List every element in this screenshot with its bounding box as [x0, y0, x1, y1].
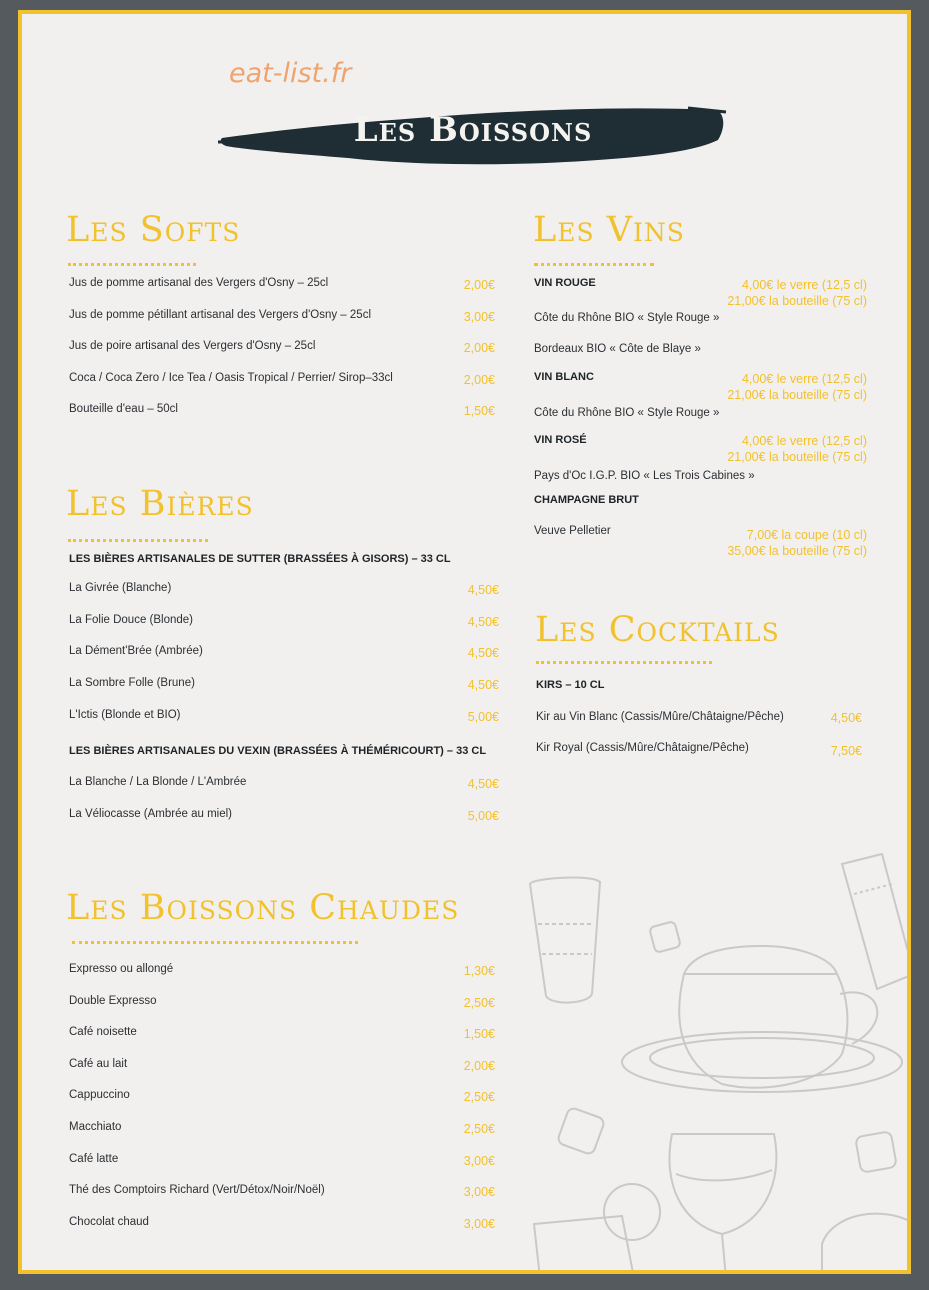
chaudes-item-name: Chocolat chaud: [69, 1215, 149, 1228]
vin-blanc-bottle-price: 21,00€ la bouteille (75 cl): [727, 388, 867, 402]
softs-item-price: 2,00€: [463, 372, 495, 387]
chaudes-item-name: Macchiato: [69, 1121, 122, 1133]
chaudes-item-name: Double Expresso: [69, 994, 157, 1007]
champagne-glass-price: 7,00€ la coupe (10 cl): [746, 528, 867, 542]
bieres-item-price: 4,50€: [467, 678, 499, 693]
chaudes-item-price: 2,00€: [463, 1058, 495, 1073]
chaudes-divider: [72, 938, 358, 944]
cocktails-title: Les Cocktails: [535, 610, 780, 650]
bieres-item-price: 4,50€: [467, 583, 499, 597]
bieres-item-price: 4,50€: [467, 777, 499, 791]
bieres-item-price: 4,50€: [467, 646, 499, 661]
champagne-label: CHAMPAGNE BRUT: [534, 494, 639, 506]
chaudes-item-name: Café noisette: [69, 1026, 137, 1039]
chaudes-item-name: Thé des Comptoirs Richard (Vert/Détox/Noir/Noël): [69, 1184, 325, 1197]
vin-rouge-item: Bordeaux BIO « Côte de Blaye »: [534, 343, 701, 355]
bieres-item-price: 5,00€: [467, 709, 499, 724]
watermark-text: eat-list.fr: [229, 58, 352, 89]
kirs-heading: KIRS – 10 CL: [536, 679, 605, 691]
chaudes-item-price: 2,50€: [463, 1090, 495, 1105]
cocktail-item: Kir au Vin Blanc (Cassis/Mûre/Châtaigne/Pêche): [536, 711, 784, 723]
chaudes-item-price: 1,50€: [463, 1027, 495, 1042]
softs-item-price: 2,00€: [463, 341, 495, 356]
champagne-bottle-price: 35,00€ la bouteille (75 cl): [727, 544, 867, 558]
chaudes-title: Les Boissons Chaudes: [66, 888, 460, 928]
vin-rose-item: Pays d'Oc I.G.P. BIO « Les Trois Cabines »: [534, 470, 755, 482]
champagne-item: Veuve Pelletier: [534, 525, 611, 537]
chaudes-item-price: 2,50€: [463, 1122, 495, 1136]
softs-item-name: Bouteille d'eau – 50cl: [69, 403, 178, 416]
vins-title: Les Vins: [533, 210, 685, 250]
vin-rouge-item: Côte du Rhône BIO « Style Rouge »: [534, 312, 720, 324]
page-title: Les Boissons: [353, 110, 593, 150]
cocktail-item: Kir Royal (Cassis/Mûre/Châtaigne/Pêche): [536, 742, 749, 754]
chaudes-item-name: Cappuccino: [69, 1089, 130, 1102]
cocktails-divider: [536, 658, 712, 664]
chaudes-item-name: Expresso ou allongé: [69, 963, 174, 975]
drinks-illustration: [522, 844, 911, 1274]
bieres-item-name: La Blanche / La Blonde / L'Ambrée: [69, 776, 247, 788]
cocktail-price: 7,50€: [830, 744, 862, 758]
bieres-title: Les Bières: [66, 484, 254, 524]
softs-item-name: Coca / Coca Zero / Ice Tea / Oasis Tropical / Perrier/ Sirop–33cl: [69, 371, 393, 384]
chaudes-item-price: 3,00€: [463, 1153, 495, 1168]
bieres-item-name: La Folie Douce (Blonde): [69, 613, 194, 626]
bieres-item-name: La Véliocasse (Ambrée au miel): [69, 808, 232, 820]
chaudes-item-price: 1,30€: [463, 964, 495, 978]
vin-rouge-bottle-price: 21,00€ la bouteille (75 cl): [727, 294, 867, 308]
vin-blanc-label: VIN BLANC: [534, 371, 594, 383]
softs-item-name: Jus de pomme pétillant artisanal des Vergers d'Osny – 25cl: [69, 308, 371, 321]
vin-rouge-label: VIN ROUGE: [534, 277, 596, 289]
cocktail-price: 4,50€: [830, 711, 862, 725]
softs-divider: [68, 260, 196, 266]
chaudes-item-name: Café latte: [69, 1152, 119, 1165]
vin-blanc-item: Côte du Rhône BIO « Style Rouge »: [534, 407, 720, 419]
chaudes-item-price: 2,50€: [463, 995, 495, 1010]
chaudes-item-name: Café au lait: [69, 1057, 128, 1070]
softs-title: Les Softs: [66, 210, 241, 250]
bieres-divider: [68, 536, 208, 542]
bieres-item-name: La Dément'Brée (Ambrée): [69, 645, 203, 658]
softs-item-price: 1,50€: [463, 404, 495, 419]
bieres-item-name: La Sombre Folle (Brune): [69, 677, 195, 690]
chaudes-item-price: 3,00€: [463, 1185, 495, 1200]
bieres-item-price: 4,50€: [467, 614, 499, 629]
vin-rose-bottle-price: 21,00€ la bouteille (75 cl): [727, 450, 867, 464]
bieres-item-name: La Givrée (Blanche): [69, 582, 172, 594]
chaudes-item-price: 3,00€: [463, 1216, 495, 1231]
vins-divider: [534, 260, 654, 266]
vin-rouge-glass-price: 4,00€ le verre (12,5 cl): [741, 278, 867, 292]
bieres-group2-heading: LES BIÈRES ARTISANALES DU VEXIN (BRASSÉES À THÉMÉRICOURT) – 33 CL: [69, 745, 487, 757]
vin-rose-glass-price: 4,00€ le verre (12,5 cl): [741, 434, 867, 448]
softs-item-price: 3,00€: [463, 309, 495, 324]
softs-item-price: 2,00€: [463, 278, 495, 292]
menu-page: [18, 10, 911, 1274]
bieres-group1-heading: LES BIÈRES ARTISANALES DE SUTTER (BRASSÉES À GISORS) – 33 CL: [69, 553, 451, 565]
bieres-item-price: 5,00€: [467, 809, 499, 823]
vin-blanc-glass-price: 4,00€ le verre (12,5 cl): [741, 372, 867, 386]
softs-item-name: Jus de poire artisanal des Vergers d'Osny – 25cl: [69, 340, 316, 353]
softs-item-name: Jus de pomme artisanal des Vergers d'Osny – 25cl: [69, 277, 329, 289]
vin-rose-label: VIN ROSÉ: [534, 434, 587, 446]
bieres-item-name: L'Ictis (Blonde et BIO): [69, 708, 181, 721]
